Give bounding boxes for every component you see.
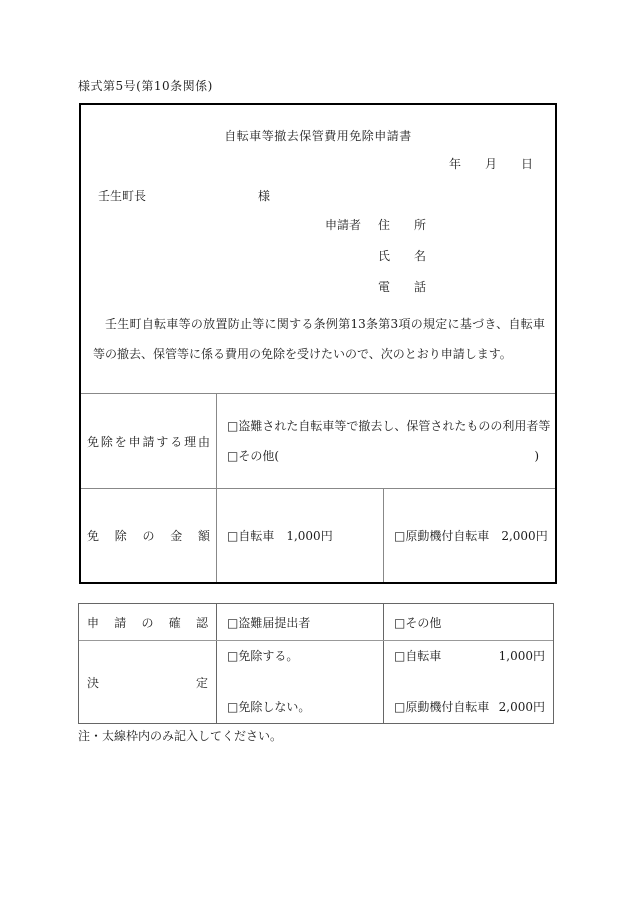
amount-label-cell [81, 489, 217, 582]
exemption-reason-row [81, 394, 555, 489]
reason-other-checkbox-label: □その他( [227, 449, 280, 463]
applicant-phone-row [325, 279, 545, 295]
application-table [81, 393, 555, 582]
decision-exempt-option: □免除する。 [227, 649, 299, 663]
spacer [325, 279, 378, 295]
recipient-name: 壬生町長 [98, 189, 147, 203]
decision-bicycle-line [394, 649, 545, 664]
confirmation-theft-report-cell: □盗難届提出者 [217, 604, 384, 640]
decision-options-cell [217, 641, 384, 723]
phone-field-label: 電 話 [378, 280, 427, 294]
application-body-text: 壬生町自転車等の放置防止等に関する条例第13条第3項の規定に基づき、自転車等の撤去、保管等に係る費用の免除を受けたいので、次のとおり申請します。 [93, 317, 545, 361]
applicant-block [325, 217, 545, 310]
amount-label: 免除の金額 [87, 529, 210, 543]
decision-moped-amount: 2,000円 [498, 700, 545, 714]
confirmation-label-cell [79, 604, 217, 640]
applicant-address-row [325, 217, 545, 233]
reason-label: 免除を申請する理由 [87, 434, 210, 449]
decision-row [79, 641, 553, 723]
decision-bicycle-amount: 1,000円 [498, 649, 545, 663]
reason-label-cell [81, 394, 217, 488]
address-field-label: 住 所 [378, 218, 427, 232]
decision-not-exempt-option: □免除しない。 [227, 700, 311, 714]
form-title: 自転車等撤去保管費用免除申請書 [224, 129, 412, 143]
decision-bicycle-label: □自転車 [394, 649, 442, 663]
amount-moped-cell: □原動機付自転車 2,000円 [394, 529, 548, 543]
spacer [325, 248, 378, 264]
recipient-line [98, 188, 398, 204]
office-use-table [78, 603, 554, 724]
reason-options-cell [217, 394, 555, 488]
confirmation-other-cell: □その他 [394, 615, 442, 630]
decision-label-cell [79, 641, 217, 723]
application-form-box [79, 103, 557, 584]
decision-amounts-cell [384, 641, 553, 723]
name-field-label: 氏 名 [378, 249, 427, 263]
decision-label: 決定 [87, 675, 208, 690]
honorific-sama: 様 [258, 189, 271, 203]
date-field: 年 月 日 [448, 157, 533, 171]
reason-other-close-paren: ) [534, 449, 539, 463]
amount-bicycle-cell: □自転車 1,000円 [217, 489, 384, 582]
reason-option-other [227, 441, 555, 471]
decision-moped-line [394, 700, 545, 715]
form-number-label: 様式第5号(第10条関係) [78, 79, 213, 93]
confirmation-row [79, 604, 553, 641]
confirmation-label: 申請の確認 [87, 615, 208, 630]
applicant-label: 申請者 [325, 218, 362, 232]
decision-moped-label: □原動機付自転車 [394, 700, 490, 714]
footnote: 注・太線枠内のみ記入してください。 [78, 729, 283, 743]
applicant-name-row [325, 248, 545, 264]
exemption-amount-row [81, 489, 555, 582]
reason-option-stolen: □盗難された自転車等で撤去し、保管されたものの利用者等 [227, 419, 551, 433]
